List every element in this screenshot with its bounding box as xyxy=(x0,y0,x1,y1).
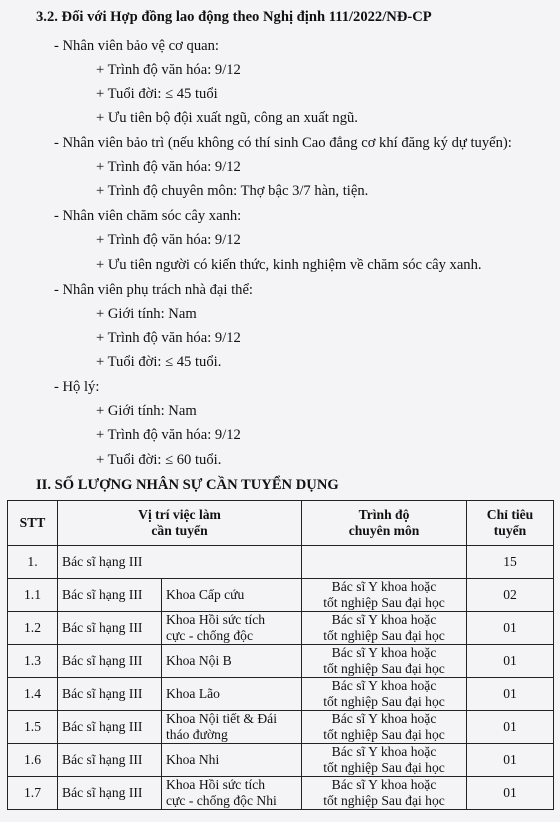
cell-quota: 01 xyxy=(467,744,554,777)
group-title-greenery: - Nhân viên chăm sóc cây xanh: xyxy=(54,208,242,224)
list-item: + Trình độ văn hóa: 9/12 xyxy=(96,330,241,346)
table-row xyxy=(8,744,554,777)
cell-position: Bác sĩ hạng III xyxy=(58,546,302,579)
cell-quota: 01 xyxy=(467,711,554,744)
cell-department: Khoa Hồi sức tích cực - chống độc Nhi xyxy=(162,777,302,810)
cell-stt: 1.7 xyxy=(8,777,58,810)
cell-department: Khoa Lão xyxy=(162,678,302,711)
group-title-maintenance: - Nhân viên bảo trì (nếu không có thí sinh Cao đẳng cơ khí đăng ký dự tuyển): xyxy=(54,135,512,151)
table-row xyxy=(8,645,554,678)
cell-qualification: Bác sĩ Y khoa hoặc tốt nghiệp Sau đại học xyxy=(302,645,467,678)
cell-position: Bác sĩ hạng III xyxy=(58,777,162,810)
list-item: + Trình độ văn hóa: 9/12 xyxy=(96,62,241,78)
cell-position: Bác sĩ hạng III xyxy=(58,579,162,612)
cell-quota: 15 xyxy=(467,546,554,579)
list-item: + Trình độ văn hóa: 9/12 xyxy=(96,427,241,443)
group-title-security: - Nhân viên bảo vệ cơ quan: xyxy=(54,38,219,54)
cell-department: Khoa Nhi xyxy=(162,744,302,777)
cell-quota: 02 xyxy=(467,579,554,612)
list-item: + Giới tính: Nam xyxy=(96,403,197,419)
cell-quota: 01 xyxy=(467,678,554,711)
cell-position: Bác sĩ hạng III xyxy=(58,711,162,744)
cell-stt: 1.4 xyxy=(8,678,58,711)
table-row xyxy=(8,678,554,711)
table-row xyxy=(8,777,554,810)
cell-quota: 01 xyxy=(467,645,554,678)
cell-position: Bác sĩ hạng III xyxy=(58,744,162,777)
cell-stt: 1.6 xyxy=(8,744,58,777)
group-title-morgue: - Nhân viên phụ trách nhà đại thể: xyxy=(54,282,253,298)
cell-position: Bác sĩ hạng III xyxy=(58,645,162,678)
list-item: + Tuổi đời: ≤ 60 tuổi. xyxy=(96,452,222,468)
cell-qualification: Bác sĩ Y khoa hoặc tốt nghiệp Sau đại học xyxy=(302,579,467,612)
table-row xyxy=(8,546,554,579)
table-row xyxy=(8,612,554,645)
cell-qualification: Bác sĩ Y khoa hoặc tốt nghiệp Sau đại học xyxy=(302,744,467,777)
list-item: + Trình độ chuyên môn: Thợ bậc 3/7 hàn, tiện. xyxy=(96,183,369,199)
section-II-heading: II. SỐ LƯỢNG NHÂN SỰ CẦN TUYỂN DỤNG xyxy=(36,477,339,493)
list-item: + Tuổi đời: ≤ 45 tuổi xyxy=(96,86,218,102)
list-item: + Ưu tiên người có kiến thức, kinh nghiệm về chăm sóc cây xanh. xyxy=(96,257,482,273)
list-item: + Ưu tiên bộ đội xuất ngũ, công an xuất ngũ. xyxy=(96,110,358,126)
table-row xyxy=(8,711,554,744)
table-header-row xyxy=(8,501,554,546)
cell-department: Khoa Nội B xyxy=(162,645,302,678)
section-3-2-heading: 3.2. Đối với Hợp đồng lao động theo Nghị định 111/2022/NĐ-CP xyxy=(36,9,432,25)
staffing-table xyxy=(7,500,554,810)
group-title-orderly: - Hộ lý: xyxy=(54,379,100,395)
cell-department: Khoa Nội tiết & Đái tháo đường xyxy=(162,711,302,744)
list-item: + Trình độ văn hóa: 9/12 xyxy=(96,232,241,248)
cell-quota: 01 xyxy=(467,612,554,645)
cell-qualification: Bác sĩ Y khoa hoặc tốt nghiệp Sau đại học xyxy=(302,678,467,711)
cell-department: Khoa Hồi sức tích cực - chống độc xyxy=(162,612,302,645)
header-stt: STT xyxy=(8,501,58,546)
cell-stt: 1.2 xyxy=(8,612,58,645)
list-item: + Trình độ văn hóa: 9/12 xyxy=(96,159,241,175)
cell-stt: 1.5 xyxy=(8,711,58,744)
cell-qualification xyxy=(302,546,467,579)
list-item: + Tuổi đời: ≤ 45 tuổi. xyxy=(96,354,222,370)
table-row xyxy=(8,579,554,612)
cell-department: Khoa Cấp cứu xyxy=(162,579,302,612)
header-qualification: Trình độ chuyên môn xyxy=(302,501,467,546)
cell-position: Bác sĩ hạng III xyxy=(58,612,162,645)
cell-qualification: Bác sĩ Y khoa hoặc tốt nghiệp Sau đại học xyxy=(302,711,467,744)
header-quota: Chỉ tiêu tuyển xyxy=(467,501,554,546)
cell-qualification: Bác sĩ Y khoa hoặc tốt nghiệp Sau đại học xyxy=(302,777,467,810)
cell-position: Bác sĩ hạng III xyxy=(58,678,162,711)
cell-qualification: Bác sĩ Y khoa hoặc tốt nghiệp Sau đại học xyxy=(302,612,467,645)
cell-stt: 1.1 xyxy=(8,579,58,612)
list-item: + Giới tính: Nam xyxy=(96,306,197,322)
header-position: Vị trí việc làm cần tuyển xyxy=(58,501,302,546)
cell-stt: 1. xyxy=(8,546,58,579)
cell-stt: 1.3 xyxy=(8,645,58,678)
cell-quota: 01 xyxy=(467,777,554,810)
